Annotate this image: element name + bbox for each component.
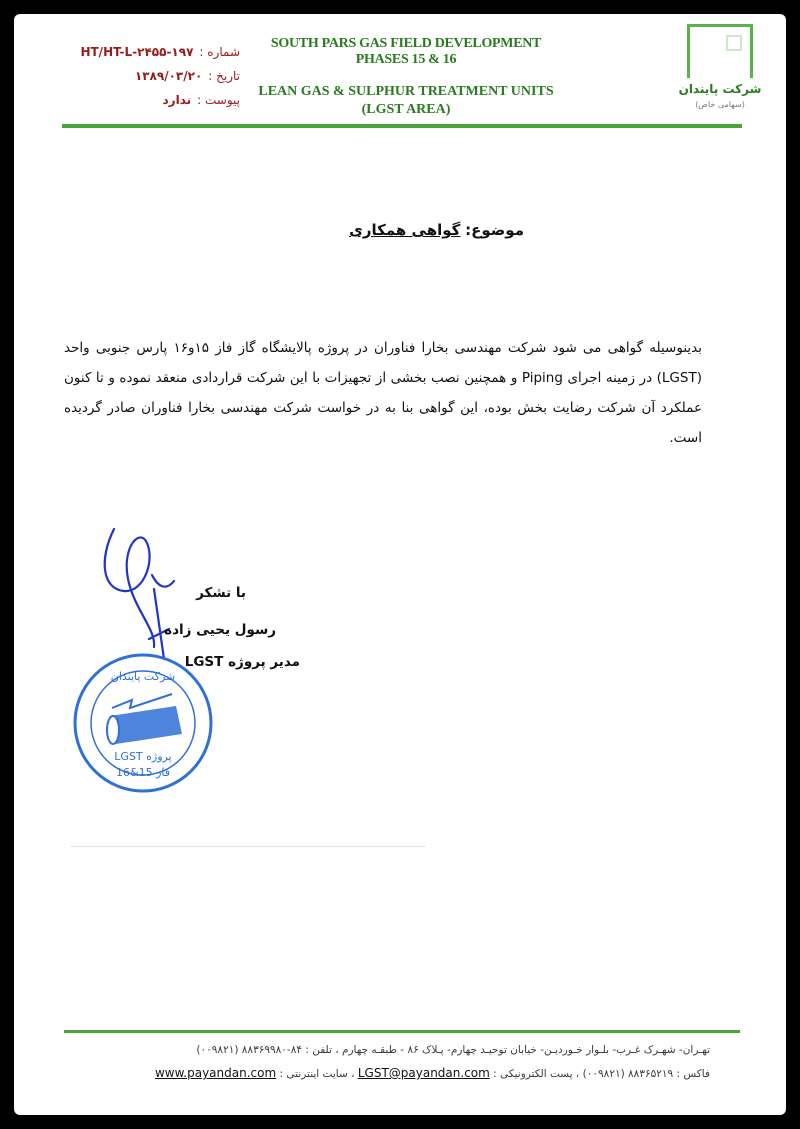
footer-fax: فاکس : ۸۸۳۶۵۲۱۹ (۰۰۹۸۲۱) bbox=[582, 1068, 710, 1080]
footer-site-link[interactable]: www.payandan.com bbox=[154, 1066, 277, 1080]
faint-rule bbox=[70, 846, 426, 847]
number-label: شماره : bbox=[199, 45, 240, 59]
project-title bbox=[246, 36, 566, 118]
letter-body: بدینوسیله گواهی می شود شرکت مهندسی بخارا فناوران در پروژه پالایشگاه گاز فاز ۱۵و۱۶ پارس جنوبی واحد (LGST) در زمینه اجرای Piping و همچنین نصب بخشی از تجهیزات با این شرکت قراردادی منعقد نموده و تا کنون عملکرد آن شرکت رضایت بخش بوده، این گواهی بنا به در خواست شرکت مهندسی بخارا فناوران صادر گردیده است. bbox=[64, 340, 702, 446]
footer-contacts bbox=[126, 1066, 710, 1080]
attachment-label: پیوست : bbox=[197, 93, 240, 107]
company-name: شرکت پایندان bbox=[678, 82, 762, 96]
reference-number-row bbox=[40, 40, 240, 64]
company-logo bbox=[678, 24, 762, 109]
subject-label: موضوع: bbox=[465, 221, 524, 239]
footer-site-label: ، سایت اینترنتی : bbox=[279, 1068, 355, 1080]
signoff-name: رسول یحیی زاده bbox=[164, 622, 276, 638]
attachment-value: ندارد bbox=[162, 93, 192, 107]
stamp-line-1: LGST پروژه bbox=[114, 750, 172, 763]
number-value: ۱۹۷-HT/HT-L-۲۴۵۵ bbox=[80, 45, 194, 59]
reference-block bbox=[40, 40, 240, 112]
footer-email-label: ، پست الکترونیکی : bbox=[493, 1068, 580, 1080]
title-line-2: LEAN GAS & SULPHUR TREATMENT UNITS bbox=[258, 84, 554, 99]
date-label: تاریخ : bbox=[208, 69, 240, 83]
letter-page bbox=[14, 14, 786, 1115]
company-stamp bbox=[72, 652, 214, 794]
reference-date-row bbox=[40, 64, 240, 88]
subject-value: گواهی همکاری bbox=[349, 221, 461, 239]
logo-mark-icon bbox=[687, 24, 753, 78]
title-line-3: (LGST AREA) bbox=[361, 102, 451, 117]
stamp-top-text: شرکت پایندان bbox=[110, 670, 176, 683]
footer-divider bbox=[64, 1030, 740, 1033]
header-divider bbox=[62, 124, 742, 128]
reference-attachment-row bbox=[40, 88, 240, 112]
stamp-line-2: فاز 15&16 bbox=[116, 766, 170, 779]
signoff-thanks: با تشکر bbox=[196, 585, 246, 601]
subject-line bbox=[14, 221, 524, 239]
title-line-1: SOUTH PARS GAS FIELD DEVELOPMENT PHASES 15 & 16 bbox=[270, 36, 542, 67]
signoff-title: مدیر پروژه LGST bbox=[184, 654, 300, 670]
date-value: ۱۳۸۹/۰۳/۲۰ bbox=[134, 69, 203, 83]
footer-email-link[interactable]: LGST@payandan.com bbox=[357, 1066, 490, 1080]
company-type: (سهامی خاص) bbox=[695, 100, 745, 109]
footer-address: تهـران- شهـرک غـرب- بلـوار خـوردیـن- خیابان توحیـد چهارم- پـلاک ۸۶ - طبقـه چهارم ، تلفن : ۸۴-۸۸۳۶۹۹۸۰ (۰۰۹۸۲۱) bbox=[196, 1044, 710, 1056]
